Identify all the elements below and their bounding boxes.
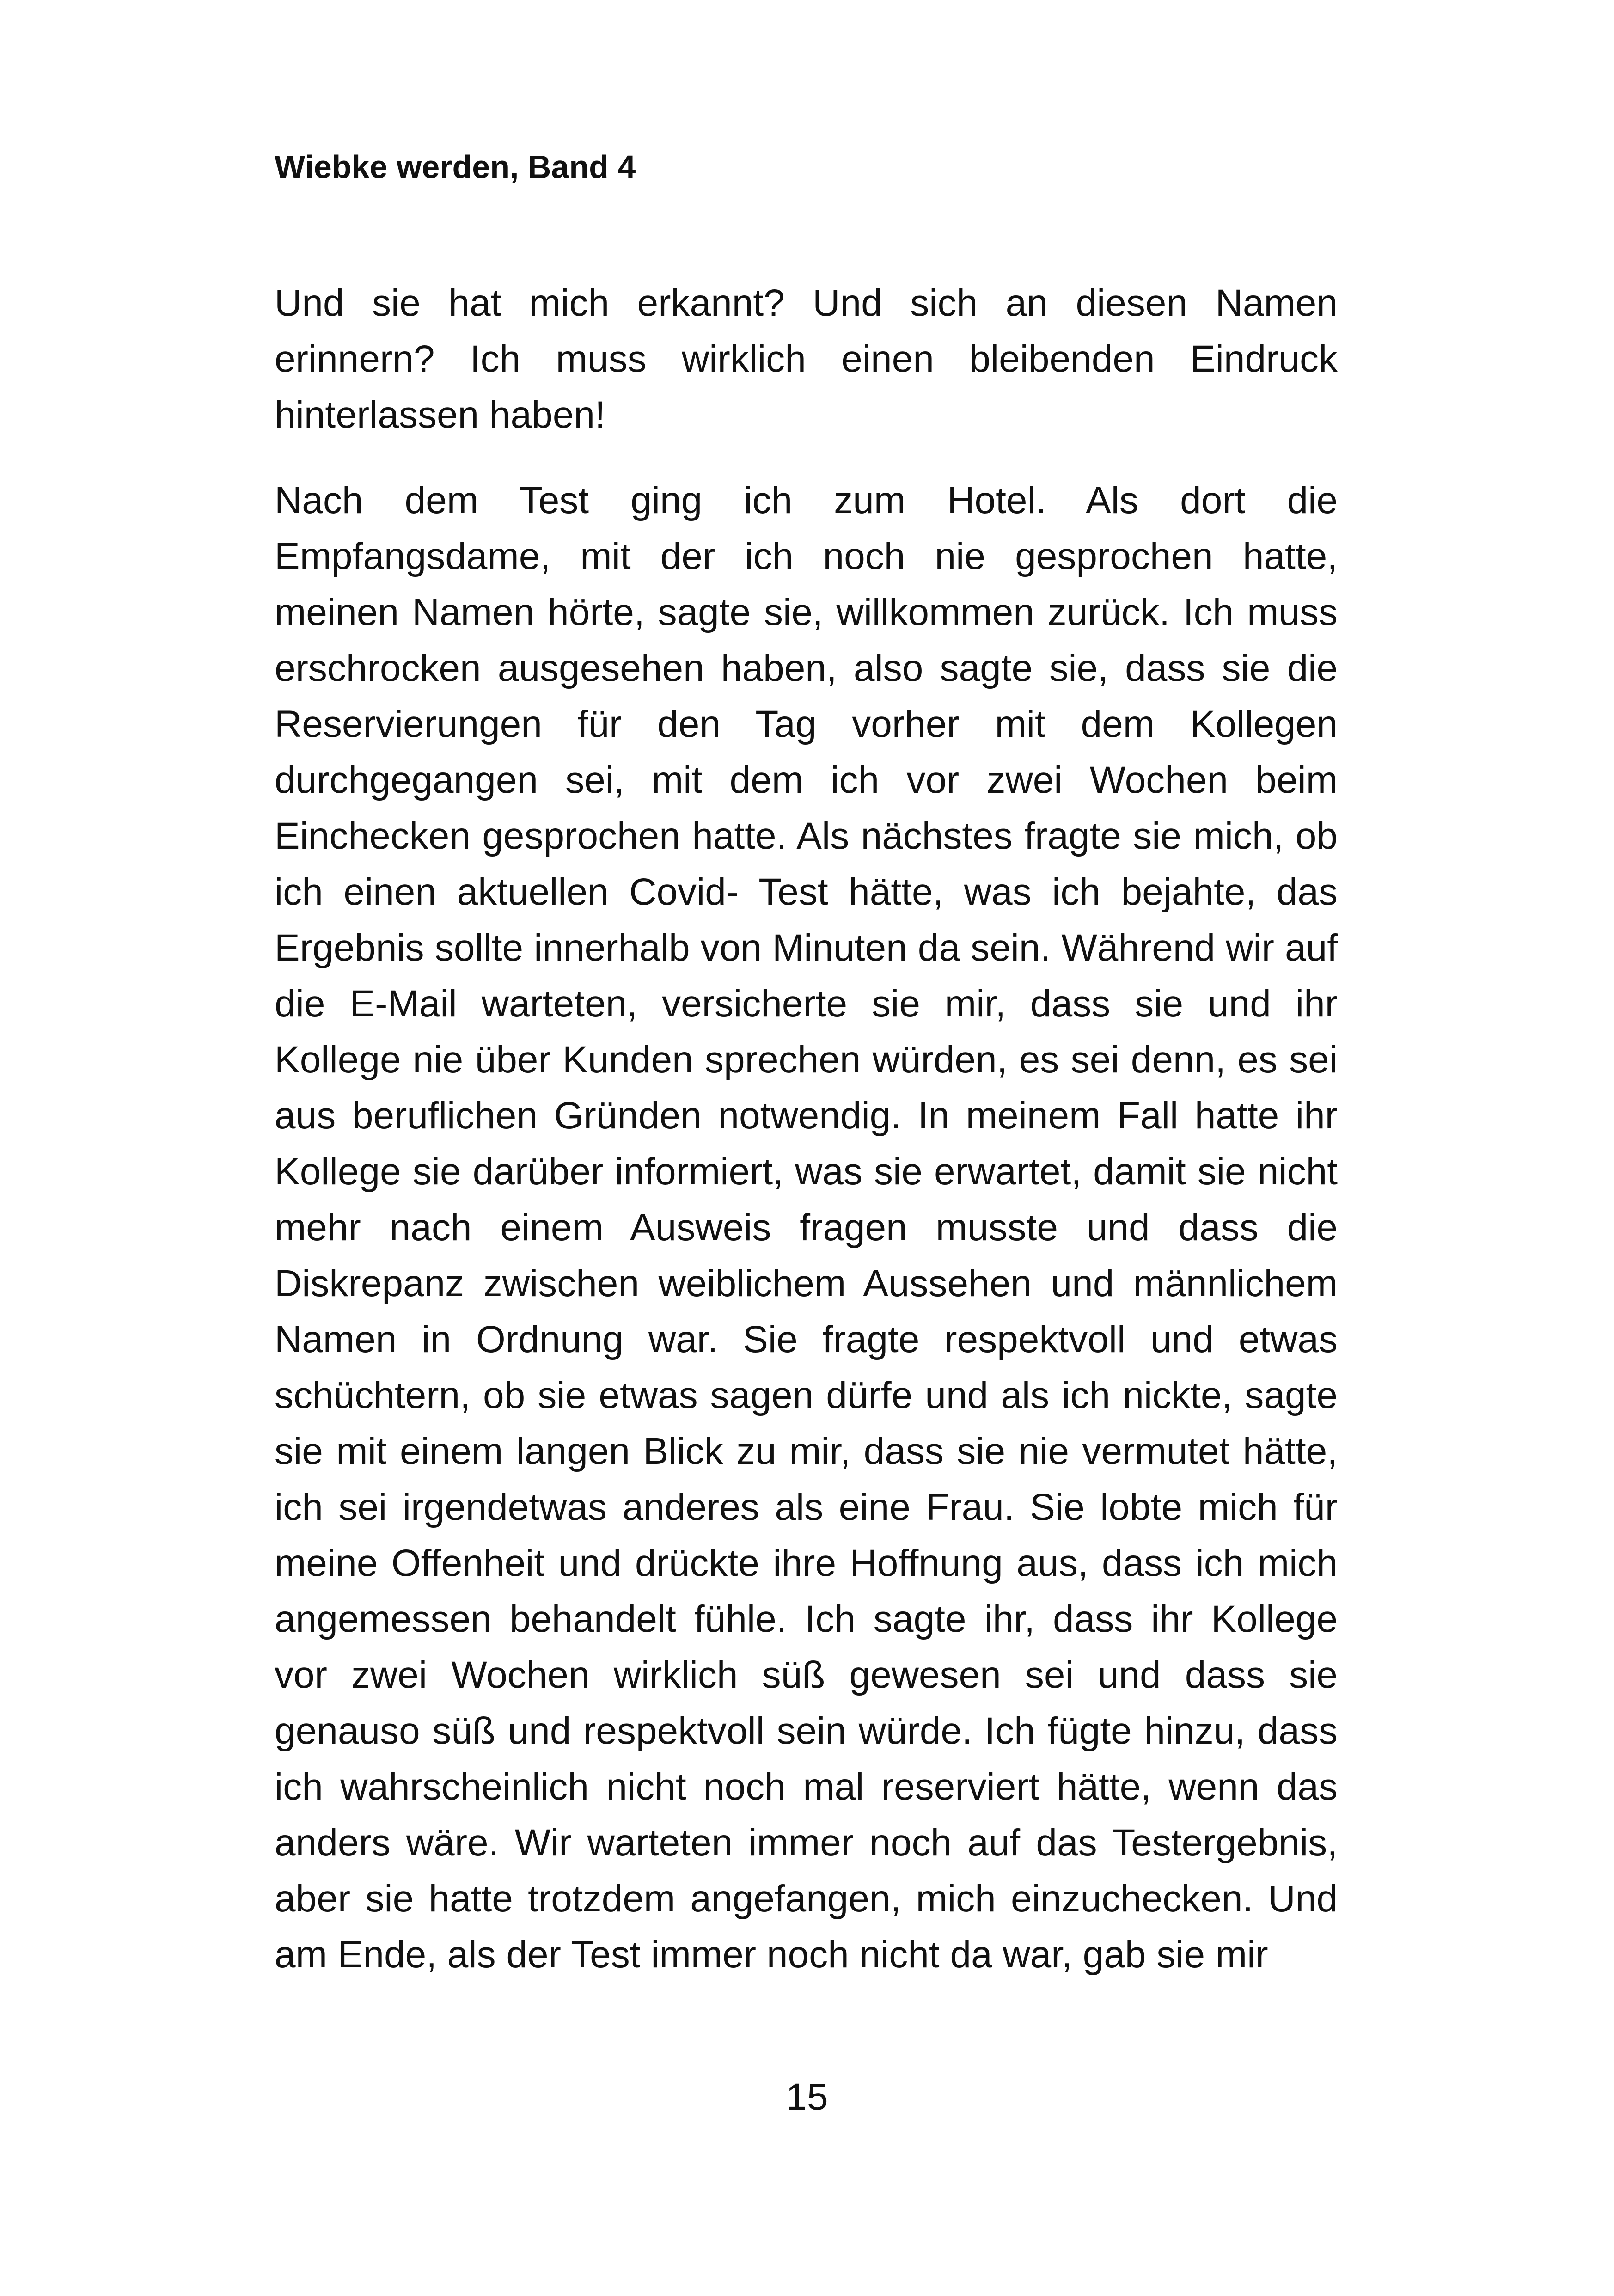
paragraph-1: Und sie hat mich erkannt? Und sich an diesen Namen erinnern? Ich muss wirklich einen bleibenden Eindruck hinterlassen haben! xyxy=(275,282,1338,436)
paragraph-2: Nach dem Test ging ich zum Hotel. Als dort die Empfangsdame, mit der ich noch nie gesprochen hatte, meinen Namen hörte, sagte sie, willkommen zurück. Ich muss erschrocken ausgesehen haben, also sagte sie, dass sie die Reservierungen für den Tag vorher mit dem Kollegen durchgegangen sei, mit dem ich vor zwei Wochen beim Einchecken gesprochen hatte. Als nächstes fragte sie mich, ob ich einen aktuellen Covid- Test hätte, was ich bejahte, das Ergebnis sollte innerhalb von Minuten da sein. Während wir auf die E-Mail warteten, versicherte sie mir, dass sie und ihr Kollege nie über Kunden sprechen würden, es sei denn, es sei aus beruflichen Gründen notwendig. In meinem Fall hatte ihr Kollege sie darüber informiert, was sie erwartet, damit sie nicht mehr nach einem Ausweis fragen musste und dass die Diskrepanz zwischen weiblichem Aussehen und männlichem Namen in Ordnung war. Sie fragte respektvoll und etwas schüchtern, ob sie etwas sagen dürfe und als ich nickte, sagte sie mit einem langen Blick zu mir, dass sie nie vermutet hätte, ich sei irgendetwas anderes als eine Frau. Sie lobte mich für meine Offenheit und drückte ihre Hoffnung aus, dass ich mich angemessen behandelt fühle. Ich sagte ihr, dass ihr Kollege vor zwei Wochen wirklich süß gewesen sei und dass sie genauso süß und respektvoll sein würde. Ich fügte hinzu, dass ich wahrscheinlich nicht noch mal reserviert hätte, wenn das anders wäre. Wir warteten immer noch auf das Testergebnis, aber sie hatte trotzdem angefangen, mich einzuchecken. Und am Ende, als der Test immer noch nicht da war, gab sie mir xyxy=(275,479,1338,1976)
running-header: Wiebke werden, Band 4 xyxy=(275,149,636,185)
page-number: 15 xyxy=(786,2076,828,2118)
